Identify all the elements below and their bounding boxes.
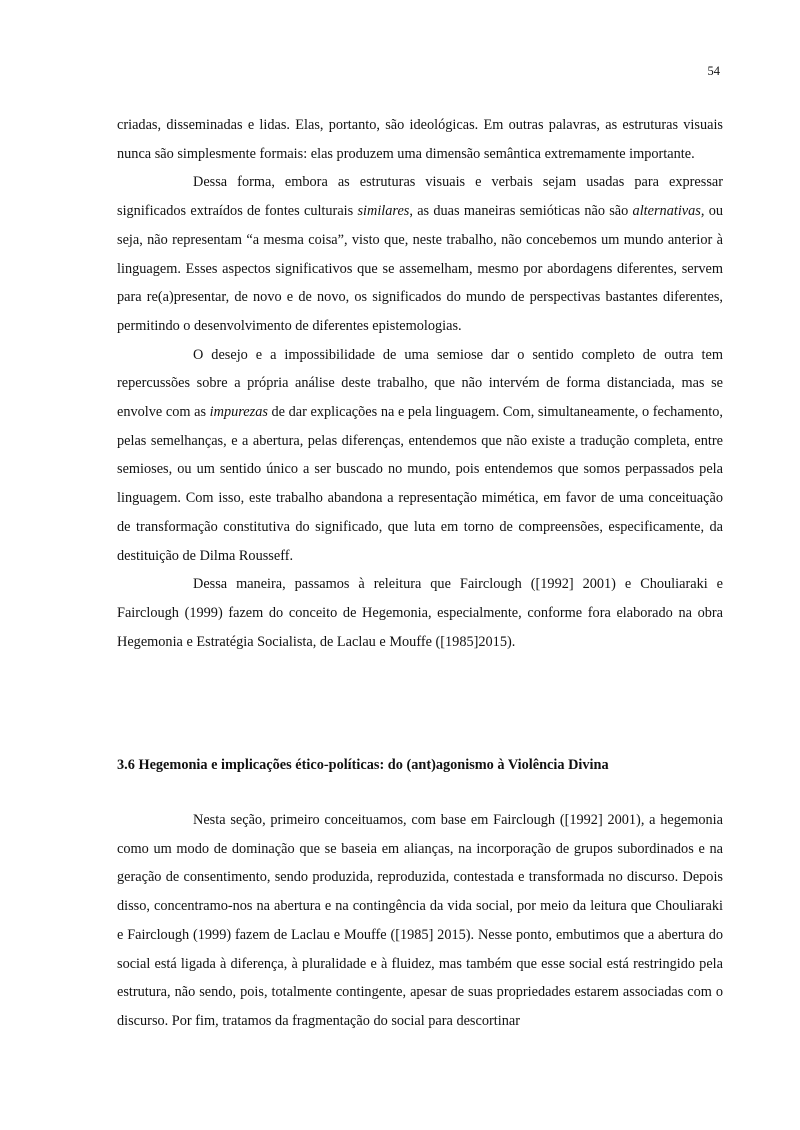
italic-term: similares: [357, 203, 410, 220]
text-segment: criadas, disseminadas e lidas. Elas, portanto, são ideológicas. Em outras palavras, as estruturas visuais nunca são simplesmente formais: elas produzem uma dimensão semântica extremamente importante.: [117, 117, 723, 162]
paragraph: [117, 570, 723, 656]
body-text-top: [117, 111, 723, 656]
text-segment: Nesta seção, primeiro conceituamos, com base em Fairclough ([1992] 2001), a hegemonia como um modo de dominação que se baseia em alianças, na incorporação de grupos subordinados e na geração de consentimento, sendo produzida, reproduzida, contestada e transformada no discurso. Depois disso, concentramo-nos na abertura e na contingência da vida social, por meio da leitura que Chouliaraki e Fairclough (1999) fazem de Laclau e Mouffe ([1985] 2015). Nesse ponto, embutimos que a abertura do social está ligada à diferença, à pluralidade e à fluidez, mas também que esse social está restringido pela estrutura, não sendo, pois, totalmente contingente, apesar de suas propriedades estarem associadas com o discurso. Por fim, tratamos da fragmentação do social para descortinar: [117, 812, 723, 1029]
paragraph: [117, 168, 723, 340]
text-segment: Dessa forma, embora as estruturas visuais e verbais sejam usadas para expressar significados extraídos de fontes culturais: [117, 174, 723, 220]
italic-term: alternativas,: [632, 203, 705, 220]
text-segment: Dessa maneira, passamos à releitura que Fairclough ([1992] 2001) e Chouliaraki e Fairclough (1999) fazem do conceito de Hegemonia, especialmente, conforme fora elaborado na obra Hegemonia e Estratégia Socialista, de Laclau e Mouffe ([1985]2015).: [117, 576, 723, 650]
italic-term: impurezas: [209, 404, 268, 421]
page-number: 54: [707, 64, 720, 78]
text-segment: ou seja, não representam “a mesma coisa”, visto que, neste trabalho, não concebemos um mundo anterior à linguagem. Esses aspectos significativos que se assemelham, mesmo por abordagens diferentes, servem para re(a)presentar, de novo e de novo, os significados do mundo de perspectivas bastantes diferentes, permitindo o desenvolvimento de diferentes epistemologias.: [117, 203, 723, 334]
paragraph: [117, 341, 723, 571]
section-heading: 3.6 Hegemonia e implicações ético-políticas: do (ant)agonismo à Violência Divina: [117, 757, 609, 773]
body-text-bottom: [117, 806, 723, 1036]
text-segment: , as duas maneiras semióticas não são: [409, 203, 633, 220]
text-segment: de dar explicações na e pela linguagem. Com, simultaneamente, o fechamento, pelas semelhanças, e a abertura, pelas diferenças, entendemos que não existe a tradução completa, entre semioses, ou um sentido único a ser buscado no mundo, pois entendemos que somos perpassados pela linguagem. Com isso, este trabalho abandona a representação mimética, em favor de uma conceituação de transformação constitutiva do significado, que luta em torno de compreensões, especificamente, da destituição de Dilma Rousseff.: [117, 404, 723, 564]
paragraph: [117, 806, 723, 1036]
paragraph: [117, 111, 723, 168]
text-segment: O desejo e a impossibilidade de uma semiose dar o sentido completo de outra tem repercussões sobre a própria análise deste trabalho, que não intervém de forma distanciada, mas se envolve com as: [117, 346, 723, 421]
